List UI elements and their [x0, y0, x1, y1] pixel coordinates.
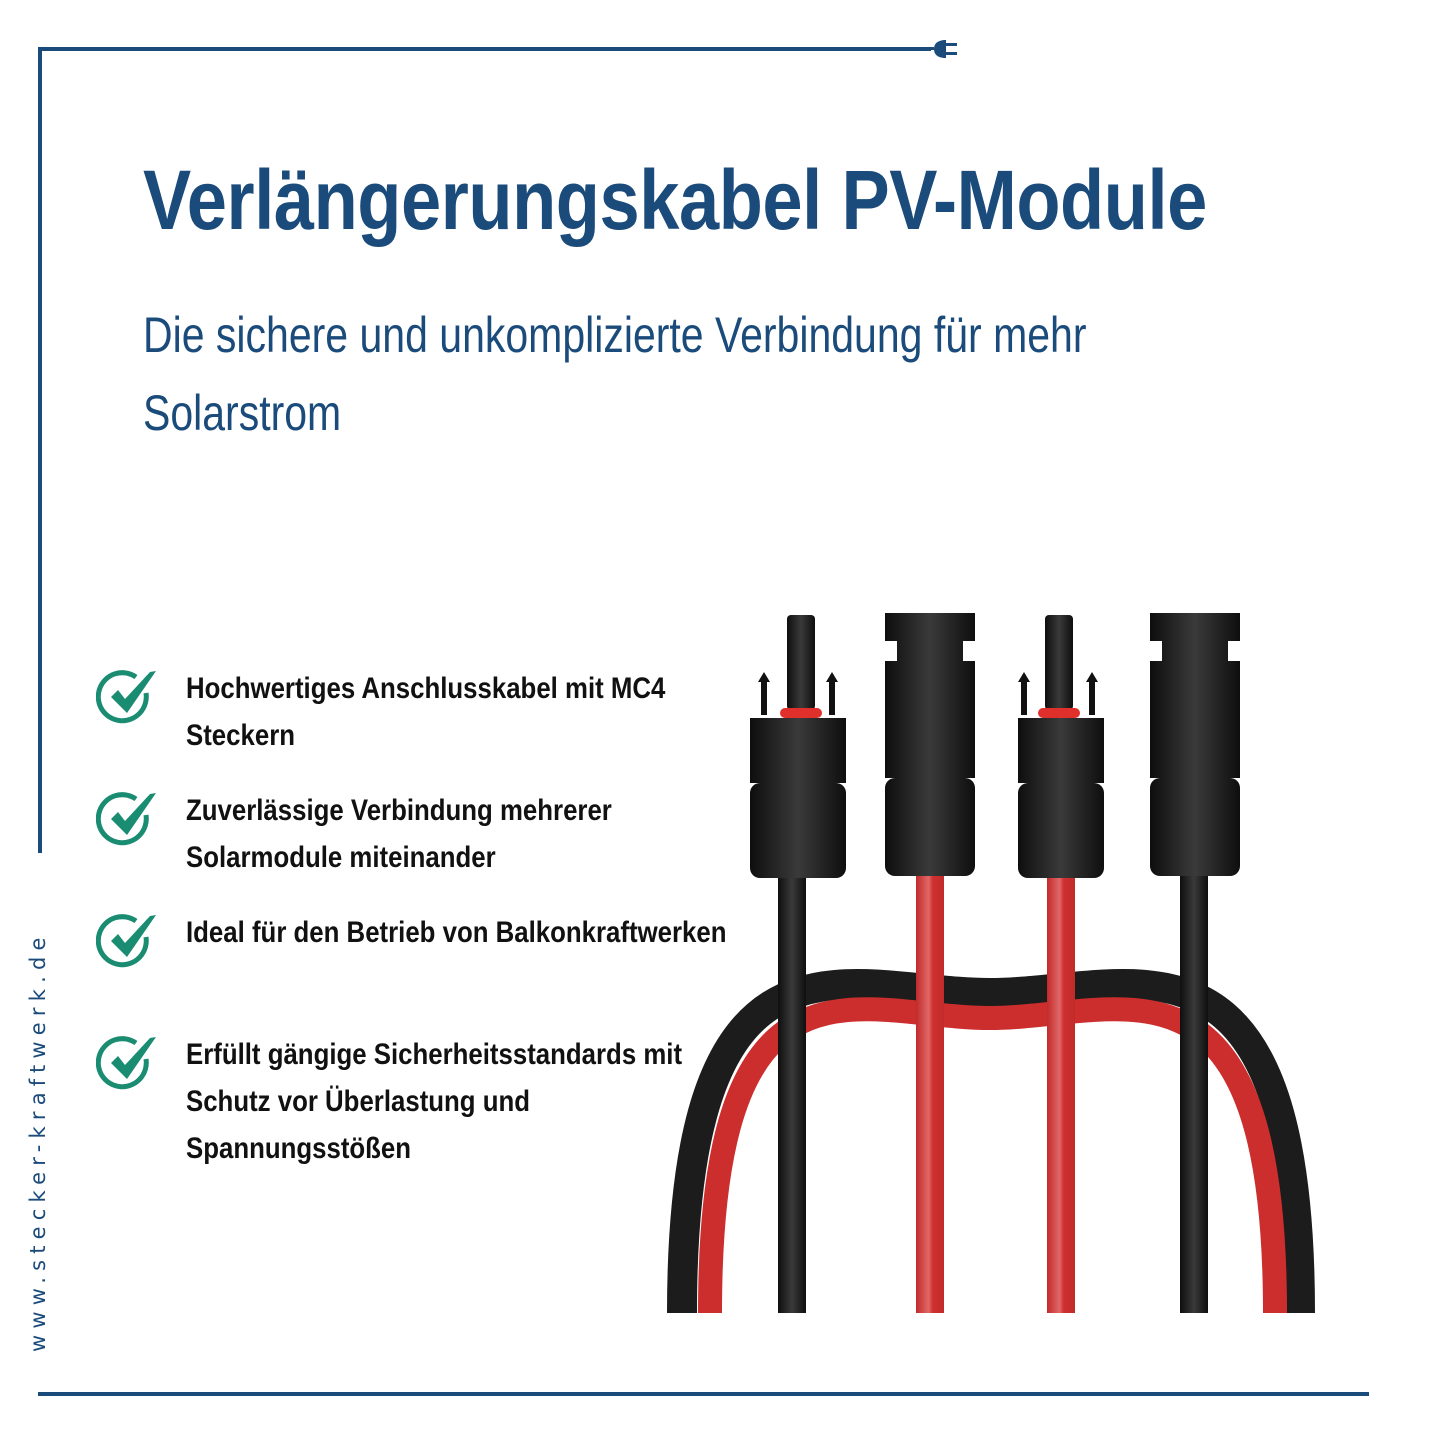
check-circle-icon [96, 789, 160, 849]
check-circle-icon [96, 667, 160, 727]
frame-bottom-line [38, 1392, 1369, 1396]
mc4-male-connector [1018, 615, 1104, 878]
plug-icon [926, 38, 960, 60]
feature-text: Erfüllt gängige Sicherheitsstandards mit Schutz vor Überlastung und Spannungsstößen [186, 1038, 683, 1165]
frame-top-line [38, 47, 931, 51]
product-image-mc4-cables [660, 600, 1320, 1320]
mc4-male-connector [750, 615, 846, 878]
page-subtitle: Die sichere und unkomplizierte Verbindung für mehr Solarstrom [143, 307, 1087, 441]
cable-red-1 [916, 870, 944, 1313]
cable-black-2 [1180, 870, 1208, 1313]
cable-black-1 [778, 870, 806, 1313]
feature-text: Hochwertiges Anschlusskabel mit MC4 Steckern [186, 672, 666, 752]
website-url: www.stecker-kraftwerk.de [26, 931, 50, 1352]
page-title: Verlängerungskabel PV-Module [143, 153, 1207, 247]
frame-left-line [38, 47, 42, 853]
check-circle-icon [96, 1033, 160, 1093]
cable-red-2 [1047, 870, 1075, 1313]
feature-text: Ideal für den Betrieb von Balkonkraftwerken [186, 916, 727, 949]
feature-text: Zuverlässige Verbindung mehrerer Solarmodule miteinander [186, 794, 612, 874]
mc4-female-connector [885, 613, 975, 876]
check-circle-icon [96, 911, 160, 971]
mc4-female-connector [1150, 613, 1240, 876]
